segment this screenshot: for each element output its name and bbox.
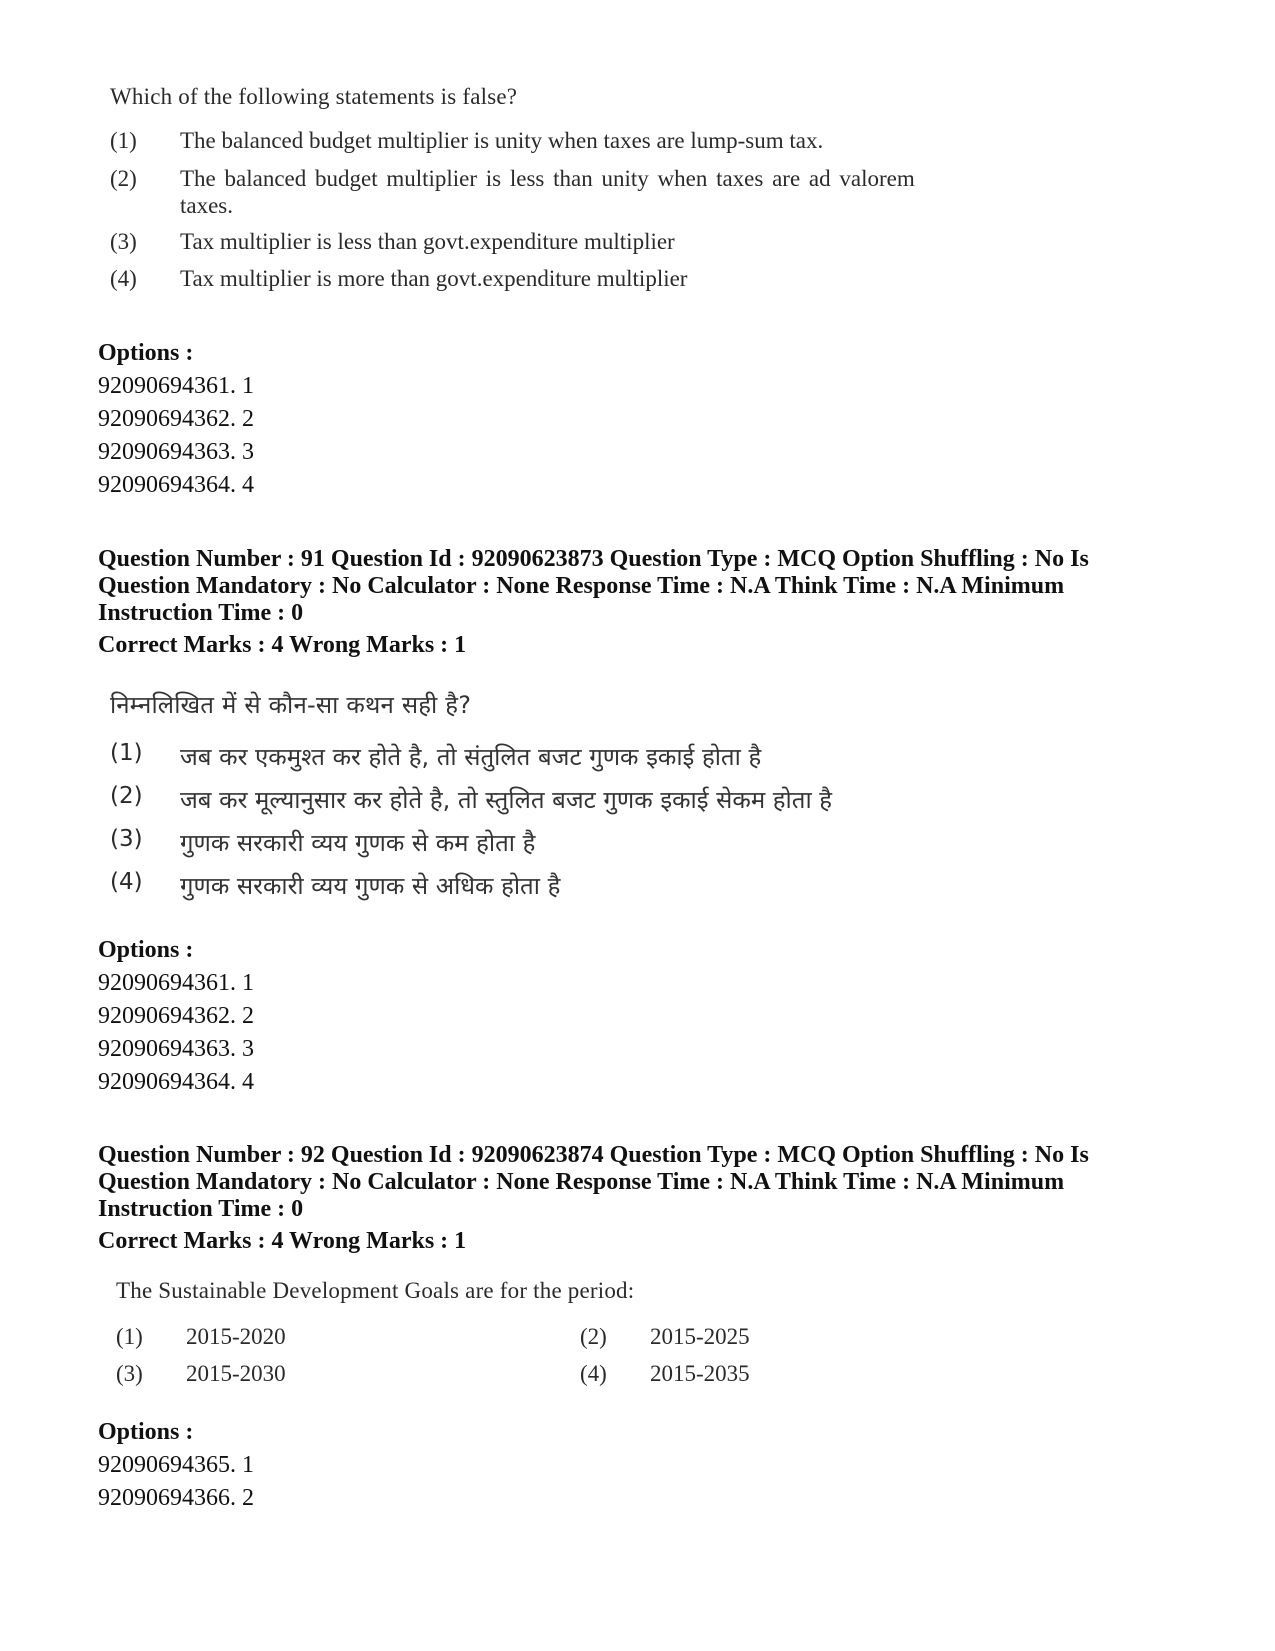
answer-option-id: 92090694362. 2 (98, 406, 254, 432)
option-text: taxes. (180, 193, 234, 218)
answer-option-id: 92090694364. 4 (98, 472, 254, 498)
option-number: (3) (110, 826, 143, 852)
option-text: The balanced budget multiplier is unity when taxes are lump-sum tax. (180, 128, 824, 153)
question-header: Instruction Time : 0 (98, 1196, 304, 1222)
option-number: (1) (110, 740, 143, 766)
question-header: Question Number : 91 Question Id : 92090623873 Question Type : MCQ Option Shuffling : No Is (98, 546, 1089, 572)
option-number: (4) (580, 1361, 607, 1386)
option-number: (4) (110, 869, 143, 895)
option-number: (3) (116, 1361, 143, 1386)
option-text: जब कर मूल्यानुसार कर होते है, तो स्तुलित बजट गुणक इकाई सेकम होता है (180, 786, 833, 814)
answer-option-id: 92090694361. 1 (98, 373, 254, 399)
question-marks: Correct Marks : 4 Wrong Marks : 1 (98, 1228, 467, 1254)
option-number: (1) (110, 128, 137, 153)
option-number: (4) (110, 266, 137, 291)
option-text: 2015-2020 (186, 1324, 286, 1349)
option-text: 2015-2035 (650, 1361, 750, 1386)
option-number: (3) (110, 229, 137, 254)
option-number: (2) (580, 1324, 607, 1349)
question-header: Question Mandatory : No Calculator : None Response Time : N.A Think Time : N.A Minimum (98, 573, 1065, 599)
question-header: Question Number : 92 Question Id : 92090623874 Question Type : MCQ Option Shuffling : No Is (98, 1142, 1089, 1168)
question-header: Instruction Time : 0 (98, 600, 304, 626)
option-text: गुणक सरकारी व्यय गुणक से कम होता है (180, 829, 536, 857)
answer-option-id: 92090694366. 2 (98, 1485, 254, 1511)
answer-option-id: 92090694363. 3 (98, 439, 254, 465)
answer-option-id: 92090694361. 1 (98, 970, 254, 996)
question-90-image (0, 0, 1275, 320)
option-text: गुणक सरकारी व्यय गुणक से अधिक होता है (180, 872, 561, 900)
option-number: (2) (110, 166, 137, 191)
options-label: Options : (98, 937, 194, 963)
question-91-image (0, 670, 1275, 910)
options-label: Options : (98, 1419, 194, 1445)
question-stem: निम्नलिखित में से कौन-सा कथन सही है? (110, 691, 472, 719)
option-text: Tax multiplier is less than govt.expenditure multiplier (180, 229, 675, 254)
option-text: 2015-2025 (650, 1324, 750, 1349)
answer-option-id: 92090694363. 3 (98, 1036, 254, 1062)
question-header: Question Mandatory : No Calculator : None Response Time : N.A Think Time : N.A Minimum (98, 1169, 1065, 1195)
question-stem: Which of the following statements is false? (110, 84, 518, 109)
option-number: (1) (116, 1324, 143, 1349)
answer-option-id: 92090694362. 2 (98, 1003, 254, 1029)
option-text: The balanced budget multiplier is less than unity when taxes are ad valorem (180, 166, 915, 191)
option-text: जब कर एकमुश्त कर होते है, तो संतुलित बजट गुणक इकाई होता है (180, 743, 762, 771)
answer-option-id: 92090694364. 4 (98, 1069, 254, 1095)
answer-option-id: 92090694365. 1 (98, 1452, 254, 1478)
options-label: Options : (98, 340, 194, 366)
option-text: 2015-2030 (186, 1361, 286, 1386)
option-text: Tax multiplier is more than govt.expenditure multiplier (180, 266, 688, 291)
question-stem: The Sustainable Development Goals are for the period: (116, 1278, 635, 1303)
option-number: (2) (110, 783, 143, 809)
question-92-image (0, 1270, 1275, 1400)
question-marks: Correct Marks : 4 Wrong Marks : 1 (98, 632, 467, 658)
